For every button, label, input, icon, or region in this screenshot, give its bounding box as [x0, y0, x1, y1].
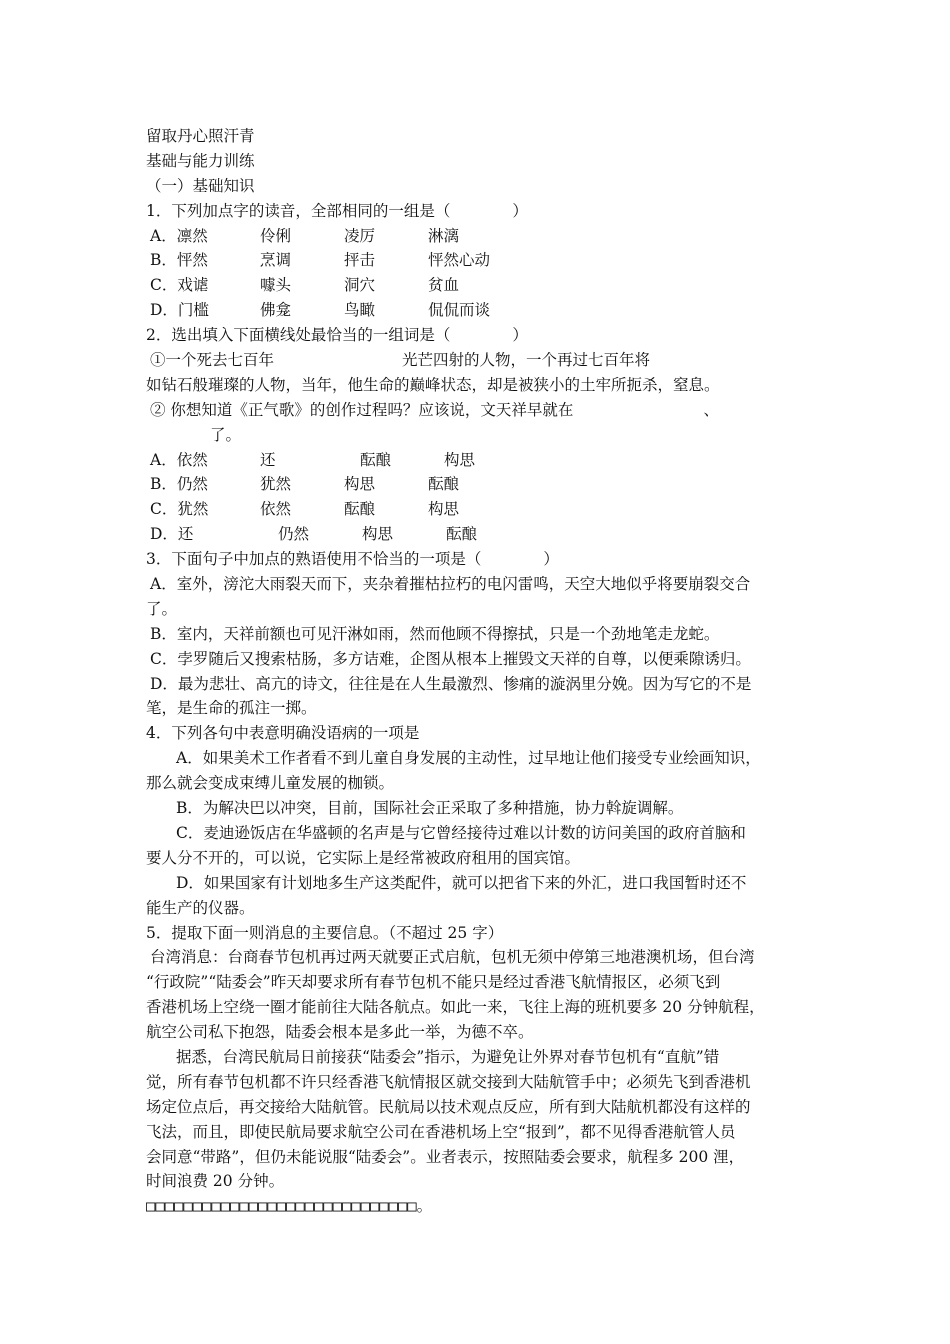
option-label: A．依然: [150, 450, 208, 469]
q3-line: A．室外，滂沱大雨裂天而下，夹杂着摧枯拉朽的电闪雷鸣，天空大地似乎将要崩裂交合: [150, 575, 751, 594]
option-word: 还: [260, 450, 276, 469]
q4-line: 要人分不开的，可以说，它实际上是经常被政府租用的国宾馆。: [146, 848, 581, 867]
option-word: 酝酿: [428, 475, 460, 494]
q4-line: D．如果国家有计划地多生产这类配件，就可以把省下来的外汇，进口我国暂时还不: [176, 873, 747, 892]
option-word: 构思: [428, 500, 460, 519]
option-word: 构思: [444, 450, 476, 469]
option-word: 鸟瞰: [344, 301, 376, 320]
q2-s2-part-a: ② 你想知道《正气歌》的创作过程吗？应该说，文天祥早就在: [150, 400, 574, 419]
q1-stem: 1．下列加点字的读音，全部相同的一组是（ ）: [146, 201, 528, 220]
option-word: 依然: [260, 500, 292, 519]
doc-title: 留取丹心照汗青: [146, 127, 255, 145]
option-word: 怦然心动: [428, 251, 491, 270]
document-page: [146, 124, 826, 1219]
q3-stem: 3．下面句子中加点的熟语使用不恰当的一项是（ ）: [146, 550, 559, 569]
option-label: D．门槛: [150, 301, 209, 320]
option-word: 淋漓: [428, 226, 460, 245]
option-row: [146, 448, 826, 473]
q2-s1-part-a: ①一个死去七百年: [150, 351, 275, 370]
q5-line: 据悉，台湾民航局日前接获“陆委会”指示，为避免让外界对春节包机有“直航”错: [176, 1047, 720, 1066]
q3-line: D．最为悲壮、高亢的诗文，往往是在人生最激烈、惨痛的漩涡里分娩。因为写它的不是: [150, 674, 752, 693]
option-label: C．犹然: [150, 500, 209, 519]
option-row: [146, 248, 826, 273]
option-label: C．戏谑: [150, 276, 209, 295]
option-word: 烹调: [260, 251, 292, 270]
q2-s1-part-b: 光芒四射的人物，一个再过七百年将: [402, 351, 651, 370]
q3-line: C．孛罗随后又搜索枯肠，多方诘难，企图从根本上摧毁文天祥的自尊，以便乘隙诱归。: [150, 649, 751, 668]
option-word: 酝酿: [446, 525, 478, 544]
q4-line: 那么就会变成束缚儿童发展的枷锁。: [146, 774, 395, 793]
q2-sentence-1-line-1: [146, 348, 826, 373]
option-row: [146, 273, 826, 298]
option-row: [146, 472, 826, 497]
option-label: B．怦然: [150, 251, 208, 270]
option-row: [146, 497, 826, 522]
option-label: B．仍然: [150, 475, 208, 494]
q5-line: 场定位点后，再交接给大陆航管。民航局以技术观点反应，所有到大陆航机都没有这样的: [146, 1097, 751, 1116]
q4-stem: 4．下列各句中表意明确没语病的一项是: [146, 724, 420, 743]
answer-box-line: □□□□□□□□□□□□□□□□□□□□□□□□□□□□□。: [146, 1197, 433, 1216]
option-word: 佛龛: [260, 301, 292, 320]
q4-line: 能生产的仪器。: [146, 898, 255, 917]
q5-line: 飞法，而且，即使民航局要求航空公司在香港机场上空“报到”，都不见得香港航管人员: [146, 1122, 736, 1141]
q4-line: C．麦迪逊饭店在华盛顿的名声是与它曾经接待过难以计数的访问美国的政府首脑和: [176, 823, 746, 842]
option-label: D．还: [150, 525, 194, 544]
option-word: 凌厉: [344, 226, 376, 245]
q5-line: 航空公司私下抱怨，陆委会根本是多此一举，为德不卒。: [146, 1023, 534, 1042]
q2-options: [146, 448, 826, 548]
q2-sentence-2-line-2: 了。: [210, 425, 242, 444]
option-word: 构思: [344, 475, 376, 494]
q1-options: [146, 224, 826, 324]
option-word: 构思: [362, 525, 394, 544]
q2-sentence-2-line-1: [146, 398, 826, 423]
q5-line: 会同意“带路”，但仍未能说服“陆委会”。业者表示，按照陆委会要求，航程多 200 浬，: [146, 1147, 745, 1166]
q4-line: A．如果美术工作者看不到儿童自身发展的主动性，过早地让他们接受专业绘画知识，: [176, 749, 761, 768]
option-word: 酝酿: [344, 500, 376, 519]
option-word: 洞穴: [344, 276, 376, 295]
option-word: 抨击: [344, 251, 376, 270]
q5-line: “行政院”“陆委会”昨天却要求所有春节包机不能只是经过香港飞航情报区，必须飞到: [146, 973, 721, 992]
option-word: 酝酿: [360, 450, 392, 469]
option-word: 侃侃而谈: [428, 301, 491, 320]
q3-line: 了。: [146, 599, 178, 618]
option-row: [146, 298, 826, 323]
option-label: A．凛然: [150, 226, 208, 245]
doc-subtitle: 基础与能力训练: [146, 151, 255, 170]
q5-stem: 5．提取下面一则消息的主要信息。（不超过 25 字）: [146, 923, 504, 942]
option-word: 仍然: [278, 525, 310, 544]
q3-line: B．室内，天祥前额也可见汗淋如雨，然而他顾不得擦拭，只是一个劲地笔走龙蛇。: [150, 624, 720, 643]
q3-line: 笔，是生命的孤注一掷。: [146, 699, 317, 718]
q2-stem: 2．选出填入下面横线处最恰当的一组词是（ ）: [146, 326, 528, 345]
option-row: [146, 522, 826, 547]
q2-sentence-1-line-2: 如钻石般璀璨的人物，当年，他生命的巅峰状态，却是被狭小的土牢所扼杀，窒息。: [146, 375, 720, 394]
q4-line: B．为解决巴以冲突，目前，国际社会正采取了多种措施，协力斡旋调解。: [176, 799, 684, 818]
q5-line: 香港机场上空绕一圈才能前往大陆各航点。如此一来，飞往上海的班机要多 20 分钟航程，: [146, 998, 765, 1017]
q5-line: 觉，所有春节包机都不许只经香港飞航情报区就交接到大陆航管手中；必须先飞到香港机: [146, 1072, 751, 1091]
option-row: [146, 224, 826, 249]
section-heading: （一）基础知识: [146, 176, 255, 195]
option-word: 噱头: [260, 276, 292, 295]
q5-line: 时间浪费 20 分钟。: [146, 1172, 285, 1191]
q5-line: 台湾消息：台商春节包机再过两天就要正式启航，包机无须中停第三地港澳机场，但台湾: [150, 948, 755, 967]
option-word: 伶俐: [260, 226, 292, 245]
q2-s2-part-b: 、: [703, 400, 719, 419]
option-word: 犹然: [260, 475, 292, 494]
option-word: 贫血: [428, 276, 460, 295]
